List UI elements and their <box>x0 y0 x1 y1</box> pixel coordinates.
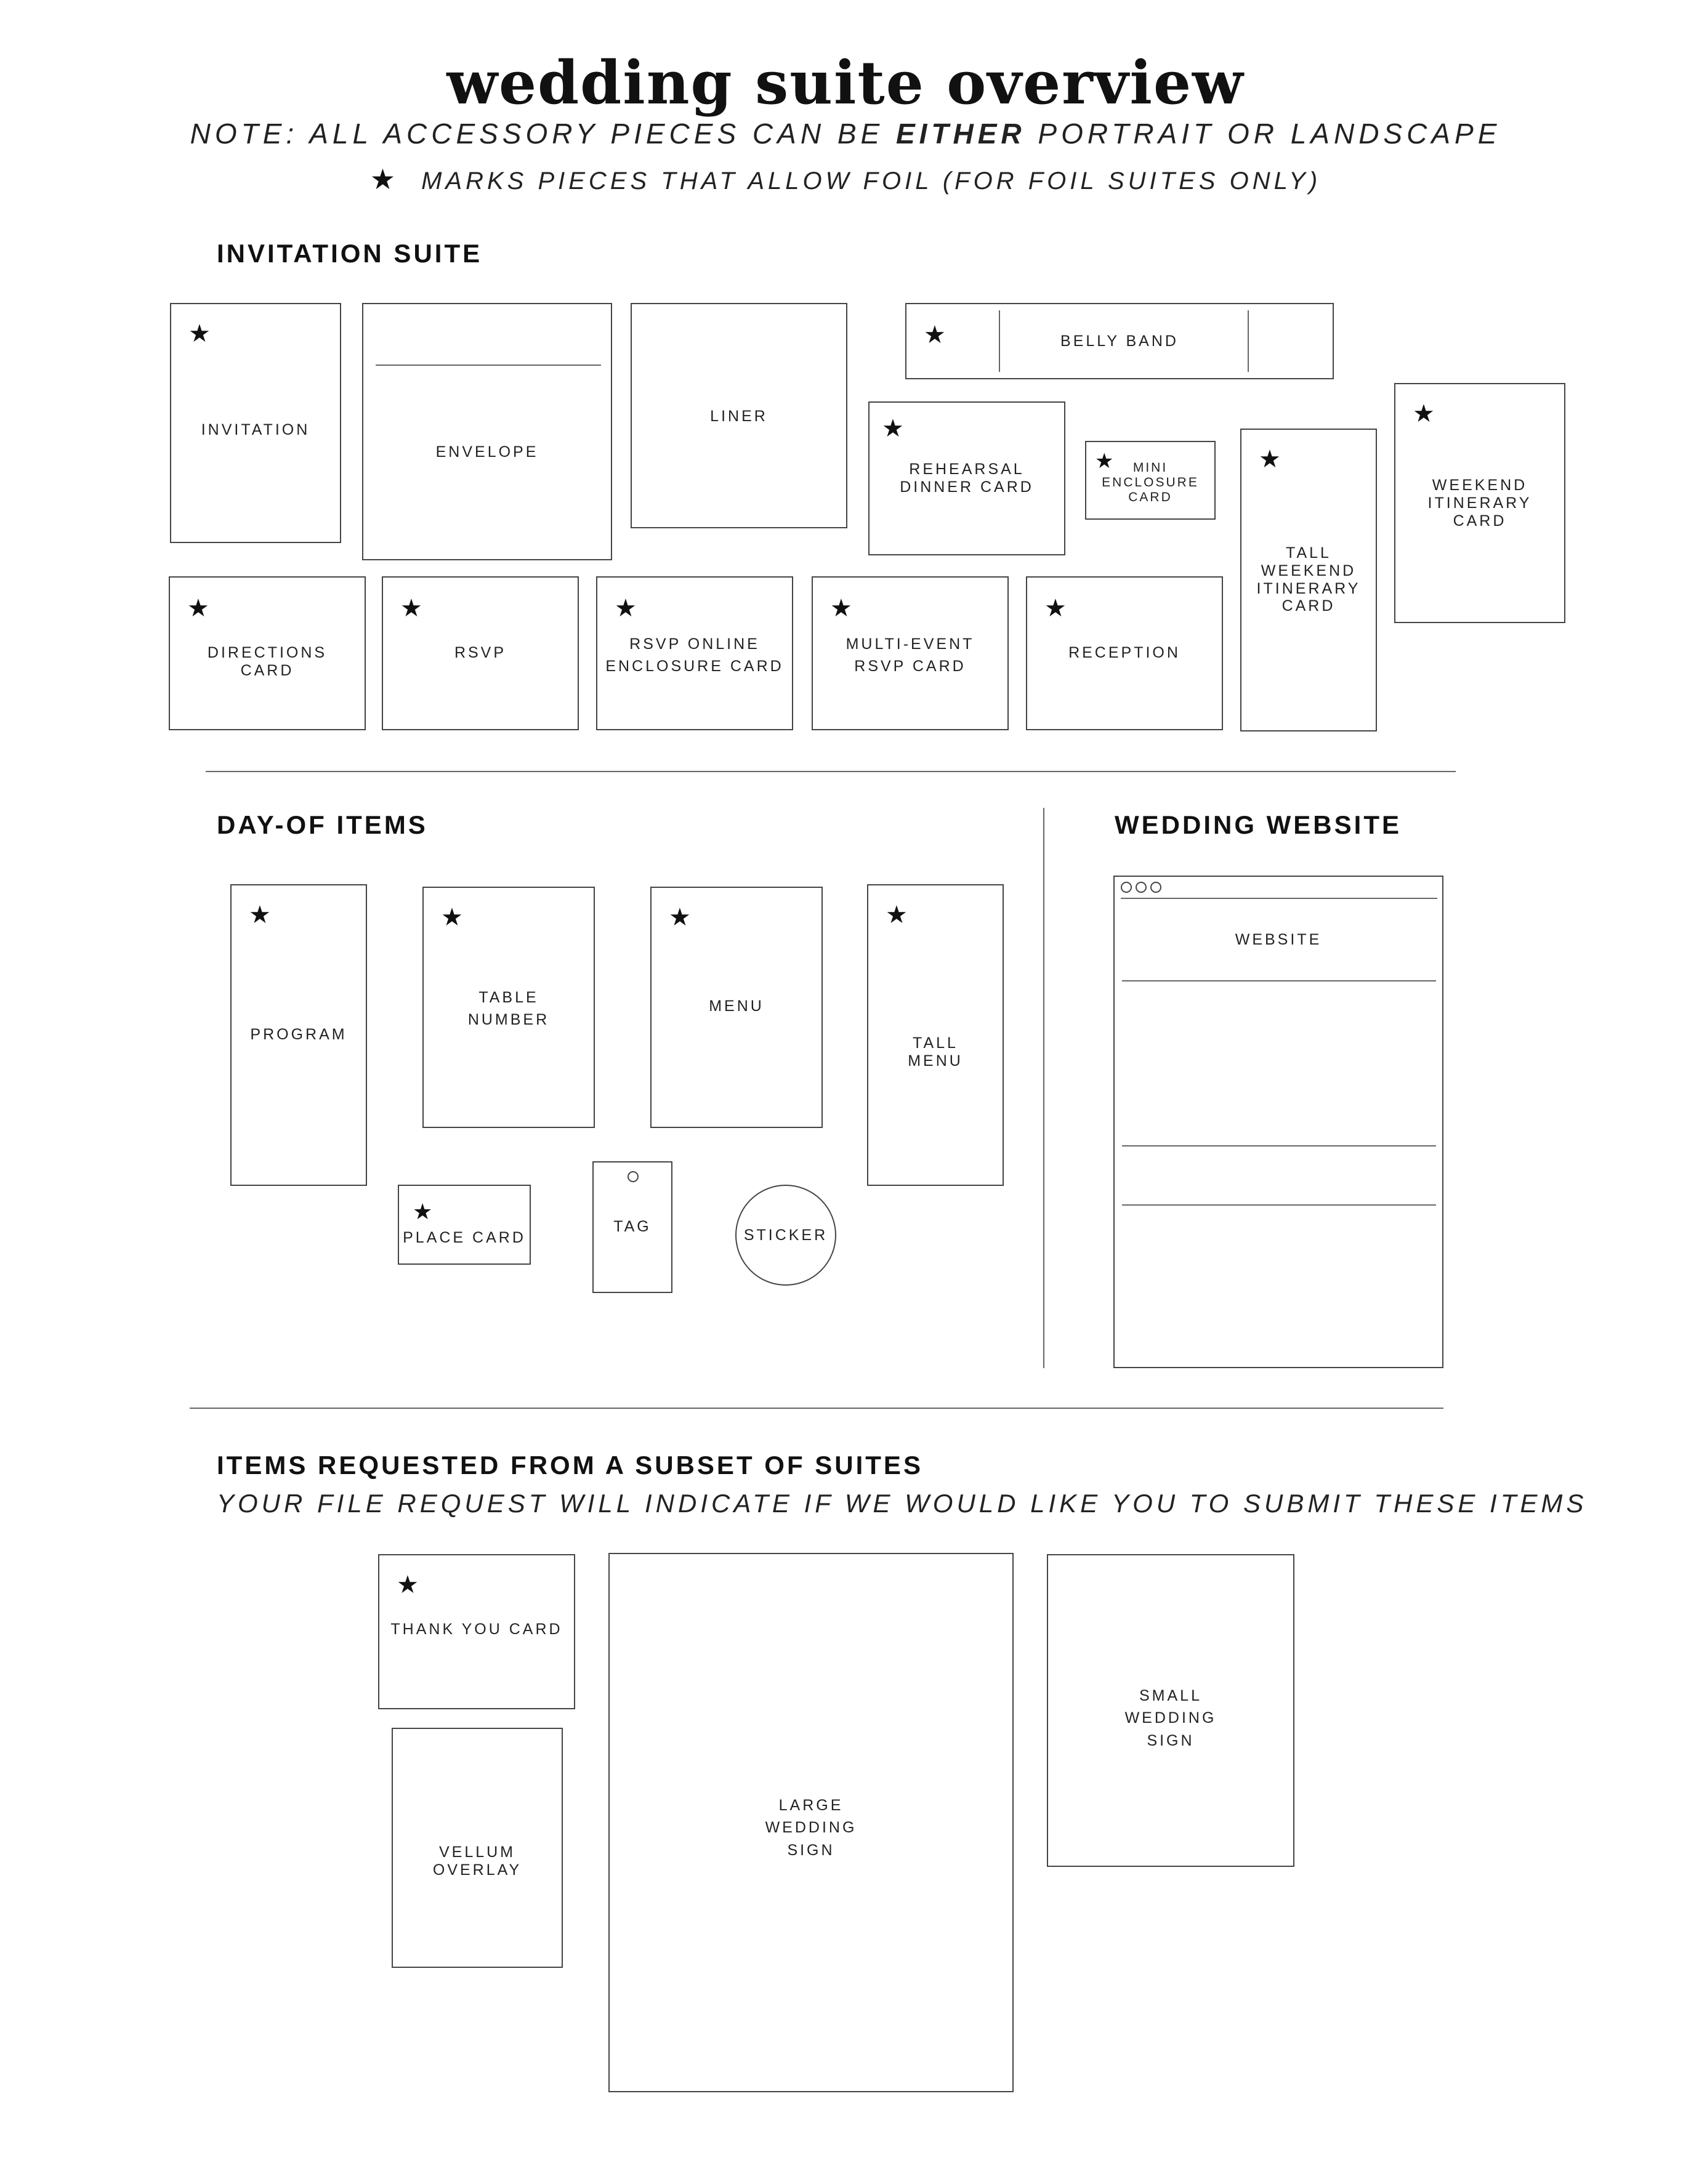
piece-rsvp <box>382 576 579 730</box>
piece-label: BELLY BAND <box>1060 332 1179 350</box>
star-icon: ★ <box>882 415 904 442</box>
piece-label: PLACE CARD <box>403 1229 526 1246</box>
section-heading-invitation-suite: INVITATION SUITE <box>217 239 483 268</box>
piece-label: RSVP ONLINE ENCLOSURE CARD <box>605 635 784 675</box>
piece-label: TAG <box>613 1218 652 1235</box>
piece-label: VELLUM OVERLAY <box>432 1844 522 1879</box>
website-section-line <box>1122 1204 1436 1206</box>
piece-label: WEBSITE <box>1235 931 1322 948</box>
piece-label: WEEKEND ITINERARY CARD <box>1427 477 1532 530</box>
piece-website <box>1113 876 1443 1368</box>
star-icon: ★ <box>1095 449 1114 473</box>
piece-label: MINI ENCLOSURE CARD <box>1102 461 1199 505</box>
note-emphasis: EITHER <box>895 118 1026 150</box>
website-section-line <box>1122 980 1436 981</box>
star-icon: ★ <box>924 321 946 349</box>
piece-label: MULTI-EVENT RSVP CARD <box>846 635 975 675</box>
piece-envelope <box>362 303 612 560</box>
piece-label: PROGRAM <box>250 1026 347 1043</box>
tag-hole <box>628 1171 639 1182</box>
piece-invitation <box>170 303 341 543</box>
piece-multi-event-rsvp-card <box>812 576 1009 730</box>
star-icon: ★ <box>886 901 908 929</box>
star-icon: ★ <box>400 595 422 622</box>
page-title: wedding suite overview <box>446 48 1245 118</box>
section-divider <box>190 1408 1443 1409</box>
section-heading-day-of-items: DAY-OF ITEMS <box>217 810 428 839</box>
piece-label: DIRECTIONS CARD <box>207 644 328 679</box>
star-icon: ★ <box>397 1571 419 1598</box>
piece-label: RSVP <box>454 644 507 661</box>
piece-label: REHEARSAL DINNER CARD <box>900 461 1034 496</box>
piece-tag <box>592 1161 672 1293</box>
column-divider <box>1043 808 1044 1368</box>
piece-reception <box>1026 576 1223 730</box>
piece-sticker <box>735 1185 836 1286</box>
piece-label: INVITATION <box>201 421 310 438</box>
star-icon: ★ <box>1044 595 1067 622</box>
piece-program <box>230 884 367 1186</box>
piece-label: LARGE WEDDING SIGN <box>765 1797 857 1859</box>
browser-dot-icon <box>1136 882 1147 893</box>
piece-tall-weekend-itinerary-card <box>1240 429 1377 731</box>
note-suffix: PORTRAIT OR LANDSCAPE <box>1025 118 1501 150</box>
piece-small-wedding-sign <box>1047 1554 1294 1867</box>
piece-label: TABLE NUMBER <box>467 989 550 1029</box>
foil-note <box>0 165 1691 195</box>
star-icon: ★ <box>441 904 463 931</box>
orientation-note <box>0 117 1691 150</box>
piece-label: THANK YOU CARD <box>390 1621 563 1638</box>
piece-mini-enclosure-card <box>1085 441 1216 520</box>
star-icon: ★ <box>187 595 209 622</box>
piece-label: TALL MENU <box>908 1034 963 1070</box>
website-section-line <box>1122 1145 1436 1146</box>
star-icon: ★ <box>615 595 637 622</box>
piece-label: MENU <box>709 997 764 1015</box>
section-divider <box>206 771 1456 772</box>
piece-table-number <box>422 887 595 1128</box>
browser-bar-line <box>1121 898 1437 899</box>
browser-dot-icon <box>1150 882 1161 893</box>
piece-belly-band <box>905 303 1334 379</box>
piece-label: RECEPTION <box>1068 644 1180 661</box>
piece-large-wedding-sign <box>608 1553 1014 2092</box>
piece-label: STICKER <box>743 1227 828 1244</box>
note-prefix: NOTE: ALL ACCESSORY PIECES CAN BE <box>190 118 896 150</box>
browser-dot-icon <box>1121 882 1132 893</box>
star-icon: ★ <box>369 163 400 195</box>
piece-label: TALL WEEKEND ITINERARY CARD <box>1256 544 1361 615</box>
foil-note-text: MARKS PIECES THAT ALLOW FOIL (FOR FOIL SUITES ONLY) <box>421 167 1322 195</box>
piece-rehearsal-dinner-card <box>868 401 1065 555</box>
star-icon: ★ <box>1259 446 1281 473</box>
piece-label: SMALL WEDDING SIGN <box>1124 1687 1217 1749</box>
piece-liner <box>631 303 847 528</box>
star-icon: ★ <box>188 320 211 347</box>
piece-vellum-overlay <box>392 1728 563 1968</box>
piece-menu <box>650 887 823 1128</box>
piece-label: LINER <box>710 408 768 425</box>
piece-place-card <box>398 1185 531 1265</box>
star-icon: ★ <box>249 901 271 929</box>
piece-rsvp-online-enclosure-card <box>596 576 793 730</box>
star-icon: ★ <box>830 595 852 622</box>
section-heading-wedding-website: WEDDING WEBSITE <box>1115 810 1402 839</box>
envelope-flap-line <box>376 365 601 366</box>
piece-weekend-itinerary-card <box>1394 383 1565 623</box>
star-icon: ★ <box>413 1199 433 1224</box>
piece-tall-menu <box>867 884 1004 1186</box>
star-icon: ★ <box>1413 400 1435 427</box>
subset-note: YOUR FILE REQUEST WILL INDICATE IF WE WOULD LIKE YOU TO SUBMIT THESE ITEMS <box>217 1489 1588 1518</box>
section-heading-subset: ITEMS REQUESTED FROM A SUBSET OF SUITES <box>217 1451 923 1480</box>
piece-thank-you-card <box>378 1554 575 1709</box>
star-icon: ★ <box>669 904 691 931</box>
piece-directions-card <box>169 576 366 730</box>
piece-label: ENVELOPE <box>435 443 539 461</box>
